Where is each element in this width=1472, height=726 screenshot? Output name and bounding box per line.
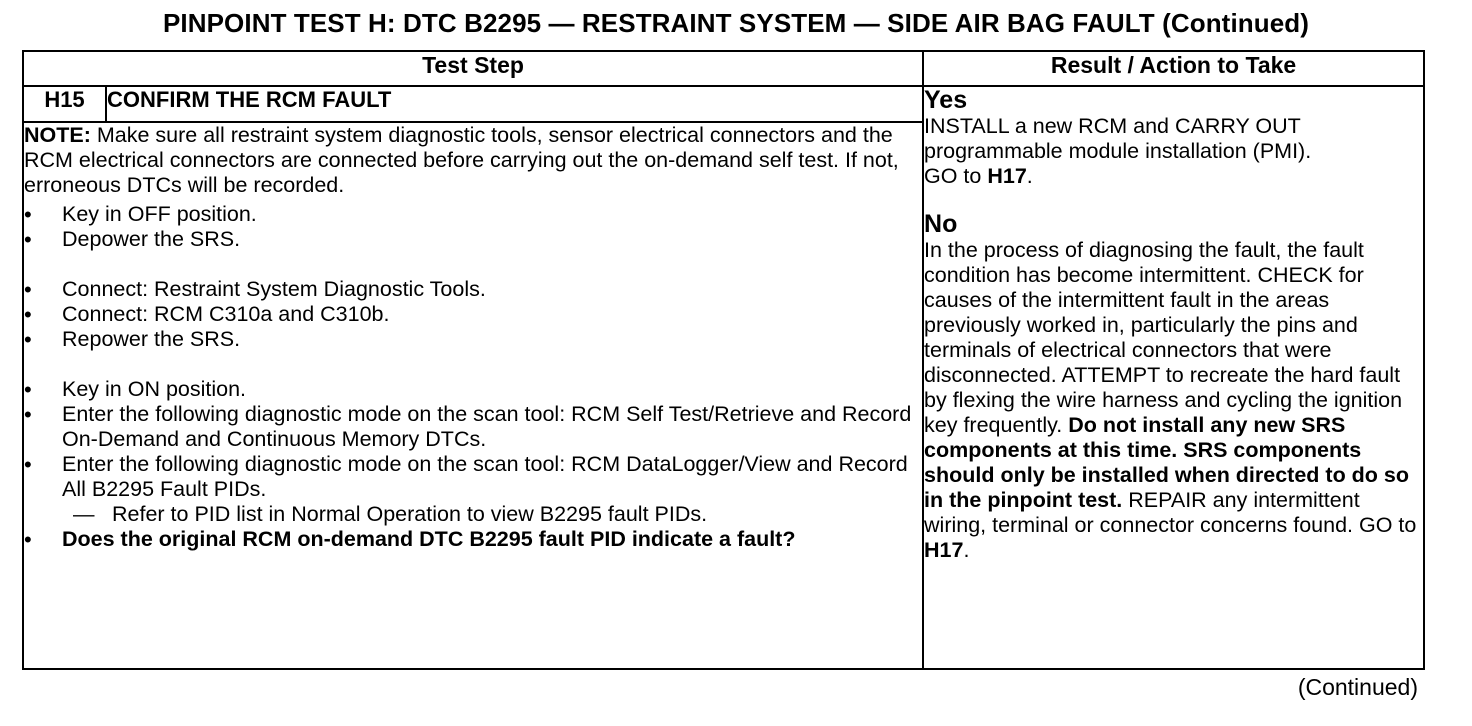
result-no: [924, 211, 1423, 563]
result-header: Result / Action to Take: [923, 51, 1424, 86]
test-step-header: Test Step: [23, 51, 923, 86]
no-text: In the process of diagnosing the fault, the fault condition has become intermittent. CHECK for causes of the intermittent fault in the areas previously worked in, particularly the pins and terminals of electrical connectors that were disconnected. ATTEMPT to recreate the hard fault by flexing the wire harness and cycling the ignition key frequently. Do not install any new SRS components at this time. SRS components should only be installed when directed to do so in the pinpoint test. REPAIR any intermittent wiring, terminal or connector concerns found. GO to H17.: [924, 238, 1417, 562]
list-item: • Connect: RCM C310a and C310b.: [24, 302, 922, 327]
yes-text: INSTALL a new RCM and CARRY OUT programmable module installation (PMI). GO to H17.: [924, 114, 1312, 188]
list-item: • Enter the following diagnostic mode on the scan tool: RCM Self Test/Retrieve and Record On-Demand and Continuous Memory DTCs.: [24, 402, 922, 452]
yes-label: Yes: [924, 86, 968, 114]
list-item: • Depower the SRS.: [24, 227, 922, 252]
list-item: • Key in OFF position.: [24, 202, 922, 227]
result-cell: [923, 86, 1424, 669]
page-title: PINPOINT TEST H: DTC B2295 — RESTRAINT SYSTEM — SIDE AIR BAG FAULT (Continued): [162, 8, 1310, 38]
sub-list-item: — Refer to PID list in Normal Operation to view B2295 fault PIDs.: [73, 502, 708, 526]
result-yes: [924, 87, 1423, 189]
no-label: No: [924, 210, 958, 238]
no-warning: Do not install any new SRS components at this time. SRS components should only be installed when directed to do so in the pinpoint test.: [924, 413, 1410, 512]
pinpoint-test-table: [22, 50, 1425, 670]
step-title: CONFIRM THE RCM FAULT: [106, 86, 923, 122]
yes-goto-link: H17: [987, 164, 1027, 188]
list-item: • Key in ON position.: [24, 377, 922, 402]
step-title-row: [23, 86, 1424, 122]
list-item: • Connect: Restraint System Diagnostic Tools.: [24, 277, 922, 302]
continued-footer: (Continued): [1297, 674, 1418, 700]
step-list: [24, 202, 922, 552]
step-number: H15: [23, 86, 106, 122]
step-note: NOTE: Make sure all restraint system diagnostic tools, sensor electrical connectors and the RCM electrical connectors are connected before carrying out the on-demand self test. If not, erroneous DTCs will be recorded.: [24, 123, 899, 197]
table-header-row: [23, 51, 1424, 86]
note-label: NOTE:: [24, 123, 91, 147]
list-item: • Enter the following diagnostic mode on the scan tool: RCM DataLogger/View and Record All B2295 Fault PIDs. — Refer to PID list in Normal Operation to view B2295 fault PIDs.: [24, 452, 922, 527]
step-question: • Does the original RCM on-demand DTC B2295 fault PID indicate a fault?: [24, 527, 922, 552]
list-item: • Repower the SRS.: [24, 327, 922, 352]
step-body: [23, 122, 923, 669]
no-goto-link: H17: [924, 538, 964, 562]
